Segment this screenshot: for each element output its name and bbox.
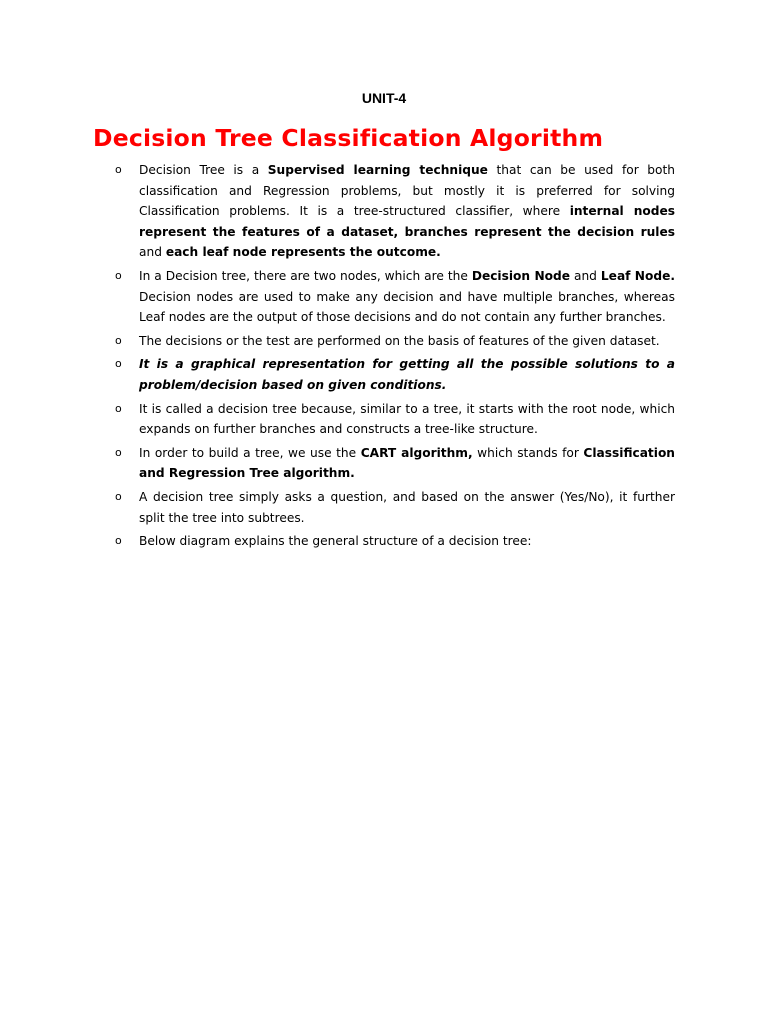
bullet-text: Decision Tree is a: [139, 163, 268, 177]
bullet-text: Leaf Node.: [600, 268, 676, 283]
unit-heading: UNIT-4: [361, 90, 407, 106]
bullet-marker: o: [115, 333, 122, 347]
list-item: [115, 160, 675, 263]
bullet-marker: o: [115, 445, 122, 459]
bullet-marker: o: [115, 268, 122, 282]
bullet-text: Supervised learning technique: [267, 163, 488, 177]
bullet-text: Decision Node: [471, 268, 571, 283]
bullet-marker: o: [115, 401, 122, 415]
list-item: [115, 331, 675, 352]
list-item: [115, 443, 675, 484]
bullet-text: Below diagram explains the general structure of a decision tree:: [139, 534, 532, 549]
bullet-text: each leaf node represents the outcome.: [165, 245, 441, 260]
bullet-text: internal nodes represent the features of a dataset, branches represent the decision rules: [139, 204, 675, 239]
document-title: Decision Tree Classification Algorithm: [93, 124, 604, 152]
bullet-marker: o: [115, 357, 122, 371]
bullet-list: [115, 160, 675, 555]
bullet-text: which stands for: [472, 445, 584, 460]
bullet-text: and: [570, 268, 601, 283]
list-item: [115, 487, 675, 528]
bullet-text: Decision nodes are used to make any decision and have multiple branches, whereas Leaf nodes are the output of those decisions and do not contain any further branches.: [139, 289, 675, 325]
bullet-text: The decisions or the test are performed on the basis of features of the given dataset.: [139, 333, 660, 348]
bullet-text: and: [139, 245, 166, 260]
bullet-text: CART algorithm,: [360, 445, 473, 460]
list-item: [115, 354, 675, 395]
bullet-marker: o: [115, 534, 122, 548]
bullet-text: A decision tree simply asks a question, and based on the answer (Yes/No), it further split the tree into subtrees.: [139, 489, 675, 525]
bullet-text: that can be used for both classification and Regression problems, but mostly it is preferred for solving Classification problems. It is a tree-structured classifier, where: [139, 163, 675, 219]
bullet-text: It is a graphical representation for getting all the possible solutions to a problem/decision based on given conditions.: [139, 357, 675, 392]
bullet-text: It is called a decision tree because, similar to a tree, it starts with the root node, which expands on further branches and constructs a tree-like structure.: [139, 401, 675, 437]
list-item: [115, 266, 675, 328]
list-item: [115, 399, 675, 440]
bullet-text: In a Decision tree, there are two nodes, which are the: [139, 268, 472, 283]
list-item: [115, 531, 675, 552]
bullet-marker: o: [115, 489, 122, 503]
bullet-text: In order to build a tree, we use the: [139, 445, 361, 460]
bullet-marker: o: [115, 163, 122, 176]
bullet-text: Classification and Regression Tree algorithm.: [139, 445, 675, 481]
